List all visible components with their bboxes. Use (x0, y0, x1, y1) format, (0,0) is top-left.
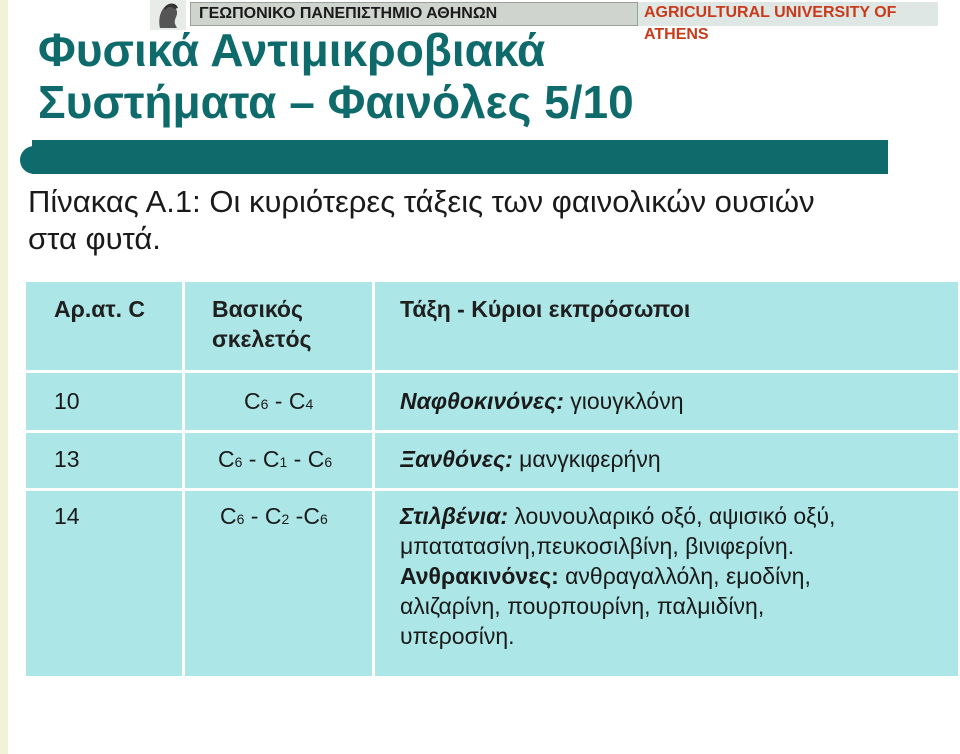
row-3-members-2-line-2: αλιζαρίνη, πουρπουρίνη, παλμιδίνη, (400, 593, 765, 619)
formula-part: - C (242, 446, 280, 472)
table-column-divider-1 (182, 282, 185, 676)
table-column-divider-2 (372, 282, 375, 676)
row-3-class-name-2: Ανθρακινόνες: (400, 563, 559, 589)
table-divider-row2 (26, 488, 958, 491)
header-class: Τάξη - Κύριοι εκπρόσωποι (400, 296, 691, 322)
row-3-class-name: Στιλβένια: (400, 503, 508, 529)
formula-part: -C (289, 503, 320, 529)
row-1-carbon-count: 10 (54, 388, 80, 414)
formula-part: C (244, 388, 261, 414)
formula-part: - C (244, 503, 282, 529)
caption-line-1: Πίνακας Α.1: Οι κυριότερες τάξεις των φαινολικών ουσιών (28, 184, 815, 219)
row-2-class (400, 444, 661, 474)
table-divider-header (26, 370, 958, 373)
left-margin-strip (0, 0, 8, 754)
university-name-english: AGRICULTURAL UNIVERSITY OF ATHENS (638, 2, 938, 26)
formula-subscript: 6 (324, 454, 333, 470)
row-2-class-name: Ξανθόνες: (400, 446, 513, 472)
table-divider-row1 (26, 430, 958, 433)
row-1-skeleton (244, 386, 313, 419)
formula-subscript: 6 (319, 511, 328, 527)
row-3-skeleton (220, 501, 328, 534)
header-skeleton (212, 294, 311, 354)
header-carbon-count: Αρ.ατ. C (54, 296, 146, 322)
formula-part: C (220, 503, 237, 529)
formula-part: - C (287, 446, 325, 472)
title-line-2: Συστήματα – Φαινόλες 5/10 (38, 76, 634, 128)
header-skeleton-line-1: Βασικός (212, 296, 303, 322)
row-3-class (400, 501, 950, 651)
row-1-members: γιουγκλόνη (563, 388, 684, 414)
caption-line-2: στα φυτά. (28, 221, 161, 256)
formula-subscript: 4 (305, 396, 314, 412)
formula-subscript: 2 (281, 511, 290, 527)
row-3-members-2: ανθραγαλλόλη, εμοδίνη, (558, 563, 811, 589)
row-3-members-line-2: μπατατασίνη,πευκοσιλβίνη, βινιφερίνη. (400, 533, 795, 559)
formula-part: C (218, 446, 235, 472)
row-1-class-name: Ναφθοκινόνες: (400, 388, 564, 414)
formula-part: - C (268, 388, 306, 414)
title-underline-bar (32, 140, 888, 174)
row-1-class (400, 386, 683, 416)
formula-subscript: 6 (234, 454, 243, 470)
title-line-1: Φυσικά Αντιμικροβιακά (38, 24, 546, 76)
row-3-carbon-count: 14 (54, 503, 80, 529)
row-2-carbon-count: 13 (54, 446, 80, 472)
row-3-members-2-line-3: υπεροσίνη. (400, 623, 515, 649)
formula-subscript: 1 (279, 454, 288, 470)
slide-title (38, 24, 918, 128)
formula-subscript: 6 (236, 511, 245, 527)
university-name-greek: ΓΕΩΠΟΝΙΚΟ ΠΑΝΕΠΙΣΤΗΜΙΟ ΑΘΗΝΩΝ (190, 2, 638, 26)
header-skeleton-line-2: σκελετός (212, 326, 312, 352)
row-2-members: μανγκιφερήνη (512, 446, 661, 472)
row-2-skeleton (218, 444, 332, 477)
row-3-members: λουνουλαρικό οξό, αψισικό οξύ, (508, 503, 836, 529)
formula-subscript: 6 (260, 396, 269, 412)
table-caption (28, 183, 953, 257)
